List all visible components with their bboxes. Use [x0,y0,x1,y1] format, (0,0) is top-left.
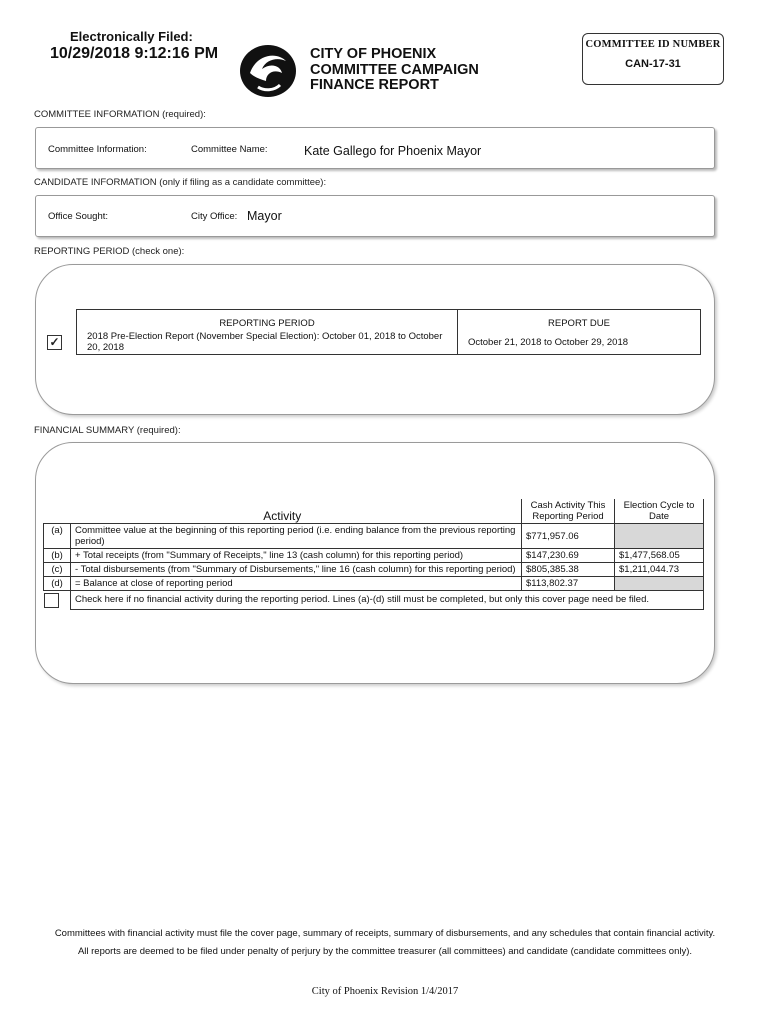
row-description: Committee value at the beginning of this reporting period (i.e. ending balance from the previous reporting period) [71,524,522,549]
table-row [44,524,704,549]
committee-name-label: Committee Name: [191,144,268,155]
cycle-value: $1,477,568.05 [615,549,704,563]
cash-value: $147,230.69 [522,549,615,563]
activity-header: Activity [263,509,302,523]
no-activity-text: Check here if no financial activity during the reporting period. Lines (a)-(d) still must be completed, but only this cover page need be filed. [71,591,704,610]
financial-summary-box [35,442,715,684]
committee-name-field[interactable]: Kate Gallego for Phoenix Mayor [304,144,482,158]
committee-info-box [35,127,715,169]
title-line-3: FINANCE REPORT [310,77,439,93]
office-sought-label: Office Sought: [48,211,109,222]
row-description: = Balance at close of reporting period [71,577,522,591]
footer-note-1: Committees with financial activity must file the cover page, summary of receipts, summary of disbursements, and any schedules that contain financial activity. [54,928,716,939]
check-mark-icon: ✓ [49,335,60,349]
city-office-field[interactable]: Mayor [247,209,282,223]
cycle-value [615,577,704,591]
row-letter: (b) [44,549,71,563]
cash-value: $771,957.06 [522,524,615,549]
committee-id-value: CAN-17-31 [625,58,681,70]
candidate-info-section-label: CANDIDATE INFORMATION (only if filing as a candidate committee): [34,177,327,188]
cash-value: $113,802.37 [522,577,615,591]
committee-id-label: COMMITTEE ID NUMBER [585,39,721,50]
reporting-period-header: REPORTING PERIOD [77,310,458,331]
title-line-2: COMMITTEE CAMPAIGN [310,61,479,78]
filed-label: Electronically Filed: [70,29,193,44]
committee-info-section-label: COMMITTEE INFORMATION (required): [34,109,206,120]
row-description: + Total receipts (from "Summary of Receipts," line 13 (cash column) for this reporting period) [71,549,522,563]
reporting-period-checkbox[interactable] [47,335,62,350]
reporting-period-table [76,309,701,355]
report-due-value: October 21, 2018 to October 29, 2018 [458,330,701,355]
reporting-period-box [35,264,715,415]
table-row [44,577,704,591]
reporting-period-section-label: REPORTING PERIOD (check one): [34,246,185,257]
committee-info-label: Committee Information: [48,144,147,155]
row-description: - Total disbursements (from "Summary of Disbursements," line 16 (cash column) for this reporting period) [71,563,522,577]
title-line-1: CITY OF PHOENIX [310,46,437,62]
table-row [44,549,704,563]
phoenix-bird-logo-icon [236,37,300,101]
revision-note: City of Phoenix Revision 1/4/2017 [311,986,459,997]
cycle-value: $1,211,044.73 [615,563,704,577]
cash-value: $805,385.38 [522,563,615,577]
report-title [310,47,479,94]
table-row [44,563,704,577]
no-activity-checkbox[interactable] [44,593,59,608]
cycle-value [615,524,704,549]
reporting-period-value: 2018 Pre-Election Report (November Special Election): October 01, 2018 to October 20, 2018 [77,330,458,355]
city-office-label: City Office: [191,211,238,222]
filed-date: 10/29/2018 9:12:16 PM [50,45,219,62]
cash-activity-header: Cash Activity This Reporting Period [522,499,615,524]
row-letter: (a) [44,524,71,549]
committee-id-box [582,33,724,85]
financial-summary-section-label: FINANCIAL SUMMARY (required): [34,425,181,436]
candidate-info-box [35,195,715,237]
report-due-header: REPORT DUE [458,310,701,331]
row-letter: (c) [44,563,71,577]
election-cycle-header: Election Cycle to Date [615,499,704,524]
financial-summary-table [43,499,704,610]
footer-note-2: All reports are deemed to be filed under penalty of perjury by the committee treasurer (all committees) and candidate (candidate committees only). [77,946,693,957]
row-letter: (d) [44,577,71,591]
